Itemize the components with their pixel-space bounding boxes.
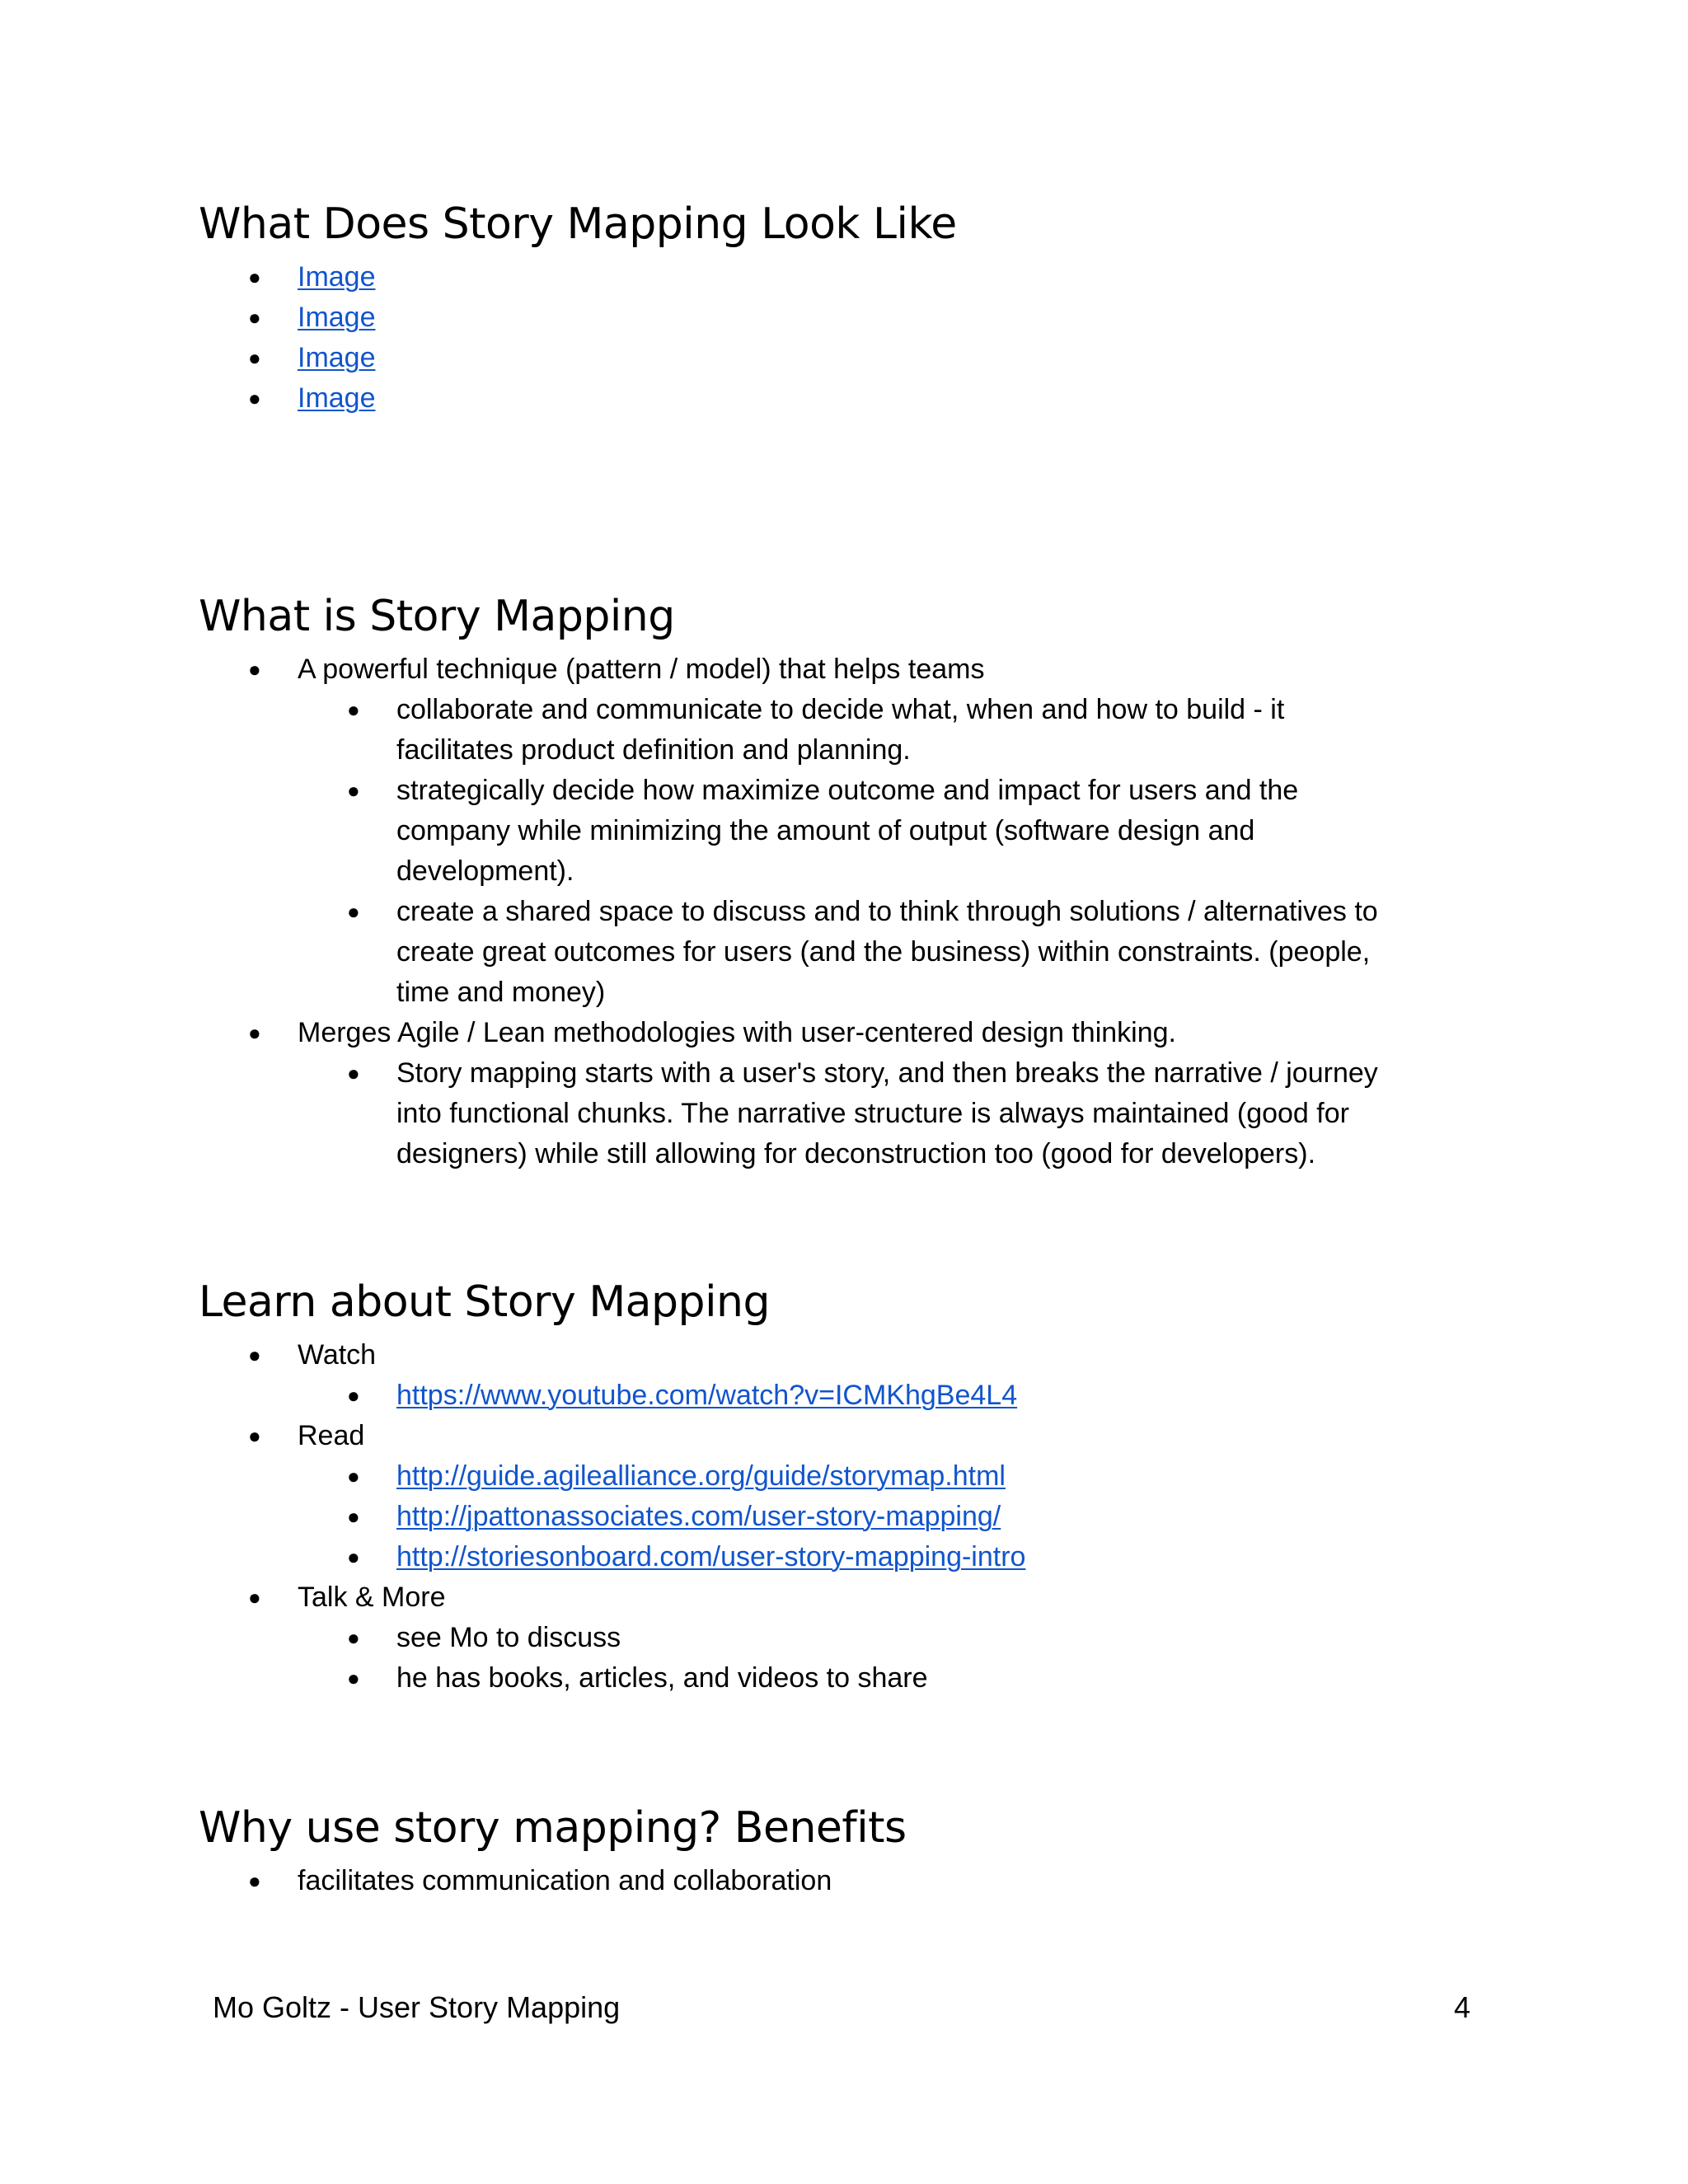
bullet-icon: ● xyxy=(347,697,360,722)
list-item-text-line: create a shared space to discuss and to think through solutions / alternatives to xyxy=(396,896,1378,927)
agilealliance-link[interactable]: http://guide.agilealliance.org/guide/storymap.html xyxy=(396,1460,1006,1492)
bullet-icon: ● xyxy=(248,657,261,682)
list-item-text-line: collaborate and communicate to decide what, when and how to build - it xyxy=(396,694,1285,725)
image-link[interactable]: Image xyxy=(298,342,376,373)
list-item-text-line: designers) while still allowing for deconstruction too (good for developers). xyxy=(396,1138,1316,1169)
list-item-text-line: Story mapping starts with a user's story, and then breaks the narrative / journey xyxy=(396,1057,1378,1089)
sub-list xyxy=(199,1376,1484,1416)
image-link[interactable]: Image xyxy=(298,382,376,414)
list-item xyxy=(199,1416,1484,1456)
sub-list-item xyxy=(199,1376,1484,1416)
list-item-text-line: facilitates product definition and planning. xyxy=(396,734,911,766)
section-learn-about-story-mapping xyxy=(199,1276,1484,1699)
bullet-icon: ● xyxy=(248,1423,261,1448)
list-item-text-line: development). xyxy=(396,855,574,887)
list-item-text: Watch xyxy=(298,1339,377,1371)
list-item-text: see Mo to discuss xyxy=(396,1622,621,1653)
list-item xyxy=(199,1861,1484,1901)
list-item-text: he has books, articles, and videos to share xyxy=(396,1662,928,1694)
jpattonassociates-link[interactable]: http://jpattonassociates.com/user-story-mapping/ xyxy=(396,1501,1001,1532)
bullet-icon: ● xyxy=(347,1383,360,1408)
bullet-icon: ● xyxy=(248,1585,261,1610)
list-item-text-line: time and money) xyxy=(396,977,606,1008)
list-item xyxy=(199,1577,1484,1618)
sub-list-item xyxy=(199,1497,1484,1537)
bullet-icon: ● xyxy=(347,1504,360,1529)
youtube-link[interactable]: https://www.youtube.com/watch?v=ICMKhgBe4L4 xyxy=(396,1380,1018,1411)
sub-list-item xyxy=(199,690,1484,771)
storiesonboard-link[interactable]: http://storiesonboard.com/user-story-mapping-intro xyxy=(396,1541,1026,1572)
bullet-icon: ● xyxy=(347,1464,360,1488)
sub-list xyxy=(199,1618,1484,1699)
list-item-text: facilitates communication and collaboration xyxy=(298,1865,832,1896)
image-link[interactable]: Image xyxy=(298,261,376,293)
list-item-text-line: create great outcomes for users (and the business) within constraints. (people, xyxy=(396,936,1371,968)
section-story-mapping-look xyxy=(199,198,1484,419)
bullet-icon: ● xyxy=(347,1061,360,1085)
bullet-icon: ● xyxy=(248,1343,261,1367)
bullet-icon: ● xyxy=(347,899,360,924)
sub-list-item xyxy=(199,1618,1484,1658)
footer-title: Mo Goltz - User Story Mapping xyxy=(213,1990,621,2024)
bullet-icon: ● xyxy=(347,1666,360,1690)
list-item xyxy=(199,257,1484,298)
list-item-text: Talk & More xyxy=(298,1582,446,1613)
resource-list xyxy=(199,1335,1484,1699)
section-heading: Learn about Story Mapping xyxy=(199,1277,770,1327)
list-item-text: Read xyxy=(298,1420,365,1451)
section-what-is-story-mapping xyxy=(199,590,1484,1174)
list-item xyxy=(199,338,1484,378)
bullet-icon: ● xyxy=(248,1020,261,1045)
list-item xyxy=(199,649,1484,690)
footer-page-number: 4 xyxy=(1454,1990,1471,2024)
sub-list xyxy=(199,690,1484,1013)
section-heading: What Does Story Mapping Look Like xyxy=(199,199,957,249)
list-item xyxy=(199,298,1484,338)
bullet-icon: ● xyxy=(248,345,261,370)
image-link-list xyxy=(199,257,1484,419)
list-item xyxy=(199,1013,1484,1053)
sub-list-item xyxy=(199,1456,1484,1497)
bullet-icon: ● xyxy=(248,386,261,410)
list-item-text: A powerful technique (pattern / model) that helps teams xyxy=(298,654,985,685)
benefits-list xyxy=(199,1861,1484,1901)
bullet-icon: ● xyxy=(248,265,261,289)
bullet-icon: ● xyxy=(347,1625,360,1650)
image-link[interactable]: Image xyxy=(298,302,376,333)
bullet-icon: ● xyxy=(347,1544,360,1569)
sub-list-item xyxy=(199,771,1484,892)
sub-list xyxy=(199,1053,1484,1174)
bullet-icon: ● xyxy=(248,1868,261,1893)
list-item xyxy=(199,378,1484,419)
sub-list-item xyxy=(199,1537,1484,1577)
bullet-icon: ● xyxy=(347,778,360,803)
section-why-use-story-mapping xyxy=(199,1802,1484,1901)
list-item-text-line: into functional chunks. The narrative structure is always maintained (good for xyxy=(396,1098,1349,1129)
list-item-text-line: strategically decide how maximize outcome and impact for users and the xyxy=(396,775,1299,806)
definition-list xyxy=(199,649,1484,1174)
bullet-icon: ● xyxy=(248,305,261,330)
sub-list-item xyxy=(199,1658,1484,1699)
section-heading: Why use story mapping? Benefits xyxy=(199,1803,907,1853)
section-heading: What is Story Mapping xyxy=(199,592,675,641)
sub-list-item xyxy=(199,892,1484,1013)
sub-list-item xyxy=(199,1053,1484,1174)
sub-list xyxy=(199,1456,1484,1577)
list-item xyxy=(199,1335,1484,1376)
list-item-text: Merges Agile / Lean methodologies with user-centered design thinking. xyxy=(298,1017,1176,1048)
list-item-text-line: company while minimizing the amount of output (software design and xyxy=(396,815,1255,846)
